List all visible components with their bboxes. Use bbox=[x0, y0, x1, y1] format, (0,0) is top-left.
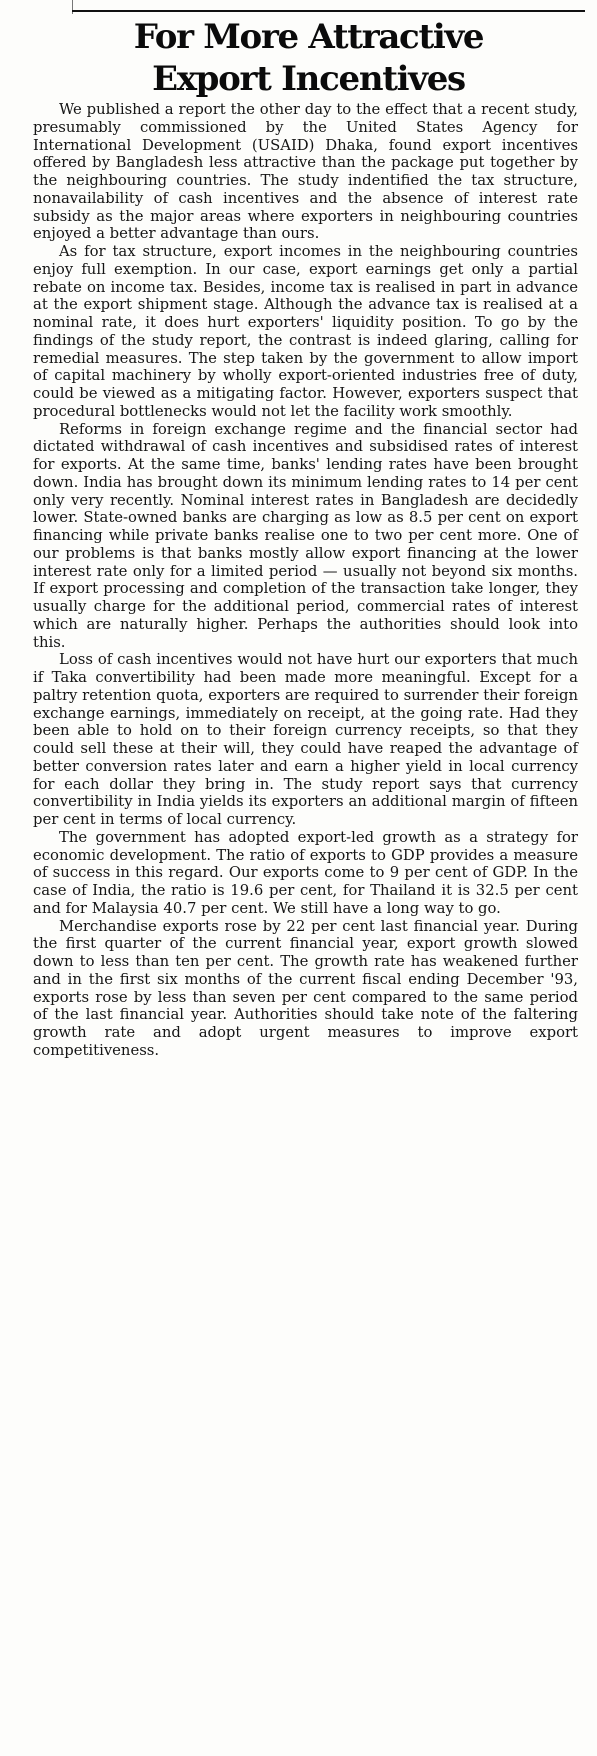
paragraph-2: As for tax structure, export incomes in the neighbouring countries enjoy full exemption. In our case, export earnings get only a partial rebate on income tax. Besides, income tax is realised in part in advance at the export shipment stage. Although the advance tax is realised at a nominal rate, it does hurt exporters' liquidity position. To go by the findings of the study report, the contrast is indeed glaring, calling for remedial measures. The step taken by the government to allow import of capital machinery by wholly export-oriented industries free of duty, could be viewed as a mitigating factor. However, exporters suspect that procedural bottlenecks would not let the facility work smoothly. bbox=[33, 243, 578, 420]
article-body bbox=[33, 101, 578, 1060]
paragraph-4: Loss of cash incentives would not have hurt our exporters that much if Taka convertibility had been made more meaningful. Except for a paltry retention quota, exporters are required to surrender their foreign exchange earnings, immediately on receipt, at the going rate. Had they been able to hold on to their foreign currency receipts, so that they could sell these at their will, they could have reaped the advantage of better conversion rates later and earn a higher yield in local currency for each dollar they bring in. The study report says that currency convertibility in India yields its exporters an additional margin of fifteen per cent in terms of local currency. bbox=[33, 651, 578, 828]
paragraph-6: Merchandise exports rose by 22 per cent last financial year. During the first quarter of the current financial year, export growth slowed down to less than ten per cent. The growth rate has weakened further and in the first six months of the current fiscal ending December '93, exports rose by less than seven per cent compared to the same period of the last financial year. Authorities should take note of the faltering growth rate and adopt urgent measures to improve export competitiveness. bbox=[33, 917, 578, 1059]
headline-line-2: Export Incentives bbox=[152, 59, 465, 99]
headline-line-1: For More Attractive bbox=[133, 17, 484, 57]
headline bbox=[30, 16, 587, 100]
top-rule bbox=[72, 10, 585, 12]
paragraph-3: Reforms in foreign exchange regime and the financial sector had dictated withdrawal of cash incentives and subsidised rates of interest for exports. At the same time, banks' lending rates have been brought down. India has brought down its minimum lending rates to 14 per cent only very recently. Nominal interest rates in Bangladesh are decidedly lower. State-owned banks are charging as low as 8.5 per cent on export financing while private banks realise one to two per cent more. One of our problems is that banks mostly allow export financing at the lower interest rate only for a limited period — usually not beyond six months. If export processing and completion of the transaction take longer, they usually charge for the additional period, commercial rates of interest which are naturally higher. Perhaps the authorities should look into this. bbox=[33, 420, 578, 651]
paragraph-5: The government has adopted export-led growth as a strategy for economic development. The ratio of exports to GDP provides a measure of success in this regard. Our exports come to 9 per cent of GDP. In the case of India, the ratio is 19.6 per cent, for Thailand it is 32.5 per cent and for Malaysia 40.7 per cent. We still have a long way to go. bbox=[33, 828, 578, 917]
paragraph-1: We published a report the other day to the effect that a recent study, presumably commissioned by the United States Agency for International Development (USAID) Dhaka, found export incentives offered by Bangladesh less attractive than the package put together by the neighbouring countries. The study indentified the tax structure, nonavailability of cash incentives and the absence of interest rate subsidy as the major areas where exporters in neighbouring countries enjoyed a better advantage than ours. bbox=[33, 101, 578, 243]
